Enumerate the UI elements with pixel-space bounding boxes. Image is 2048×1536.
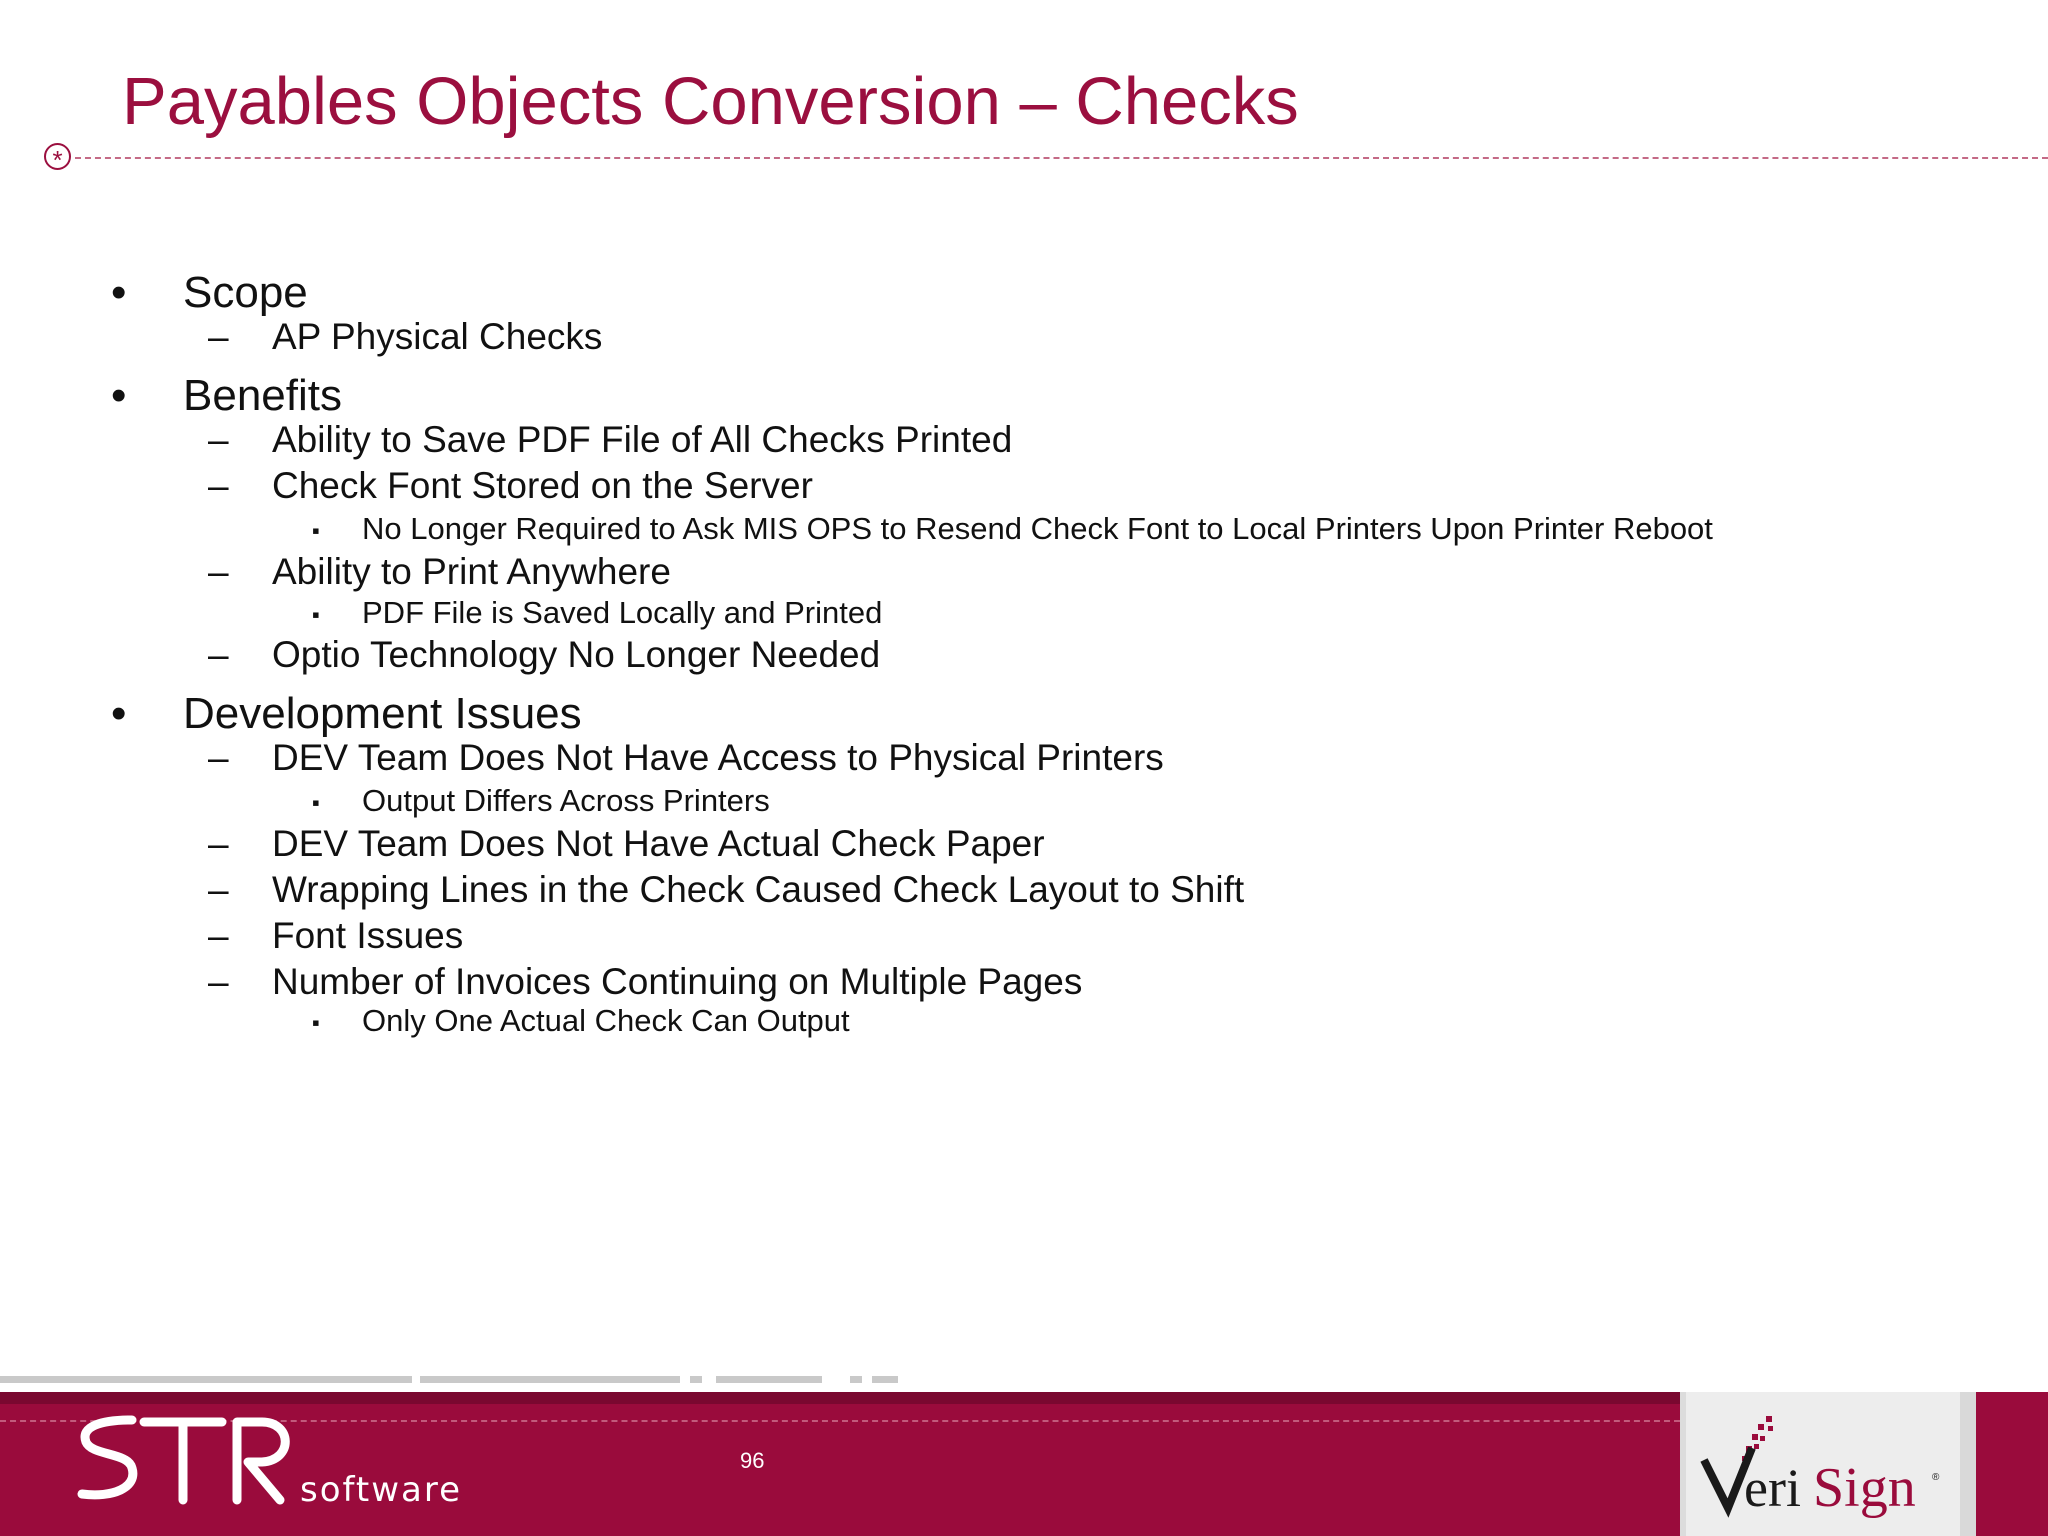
bullet-marker: ▪ (312, 1010, 320, 1035)
bullet-item-level-3 (312, 783, 770, 819)
bullet-text: Optio Technology No Longer Needed (272, 634, 881, 675)
bullet-marker: ▪ (312, 518, 320, 543)
bullet-text: Ability to Print Anywhere (272, 551, 671, 592)
str-logo (72, 1412, 302, 1512)
bullet-text: Wrapping Lines in the Check Caused Check Layout to Shift (272, 869, 1245, 910)
bullet-marker: – (208, 823, 229, 864)
slide-title: Payables Objects Conversion – Checks (122, 64, 1299, 139)
bullet-text: Check Font Stored on the Server (272, 465, 813, 506)
bullet-marker: – (208, 737, 229, 778)
bullet-text: Benefits (183, 371, 342, 420)
bullet-marker: • (111, 268, 127, 317)
bullet-marker: – (208, 419, 229, 460)
bullet-text: DEV Team Does Not Have Access to Physical Printers (272, 737, 1164, 778)
bullet-text: Font Issues (272, 915, 464, 956)
footer-shadow-bar (420, 1376, 680, 1383)
bullet-item-level-2 (208, 633, 881, 677)
bullet-text: DEV Team Does Not Have Actual Check Paper (272, 823, 1045, 864)
bullet-item-level-1 (111, 268, 308, 318)
bullet-item-level-1 (111, 371, 342, 421)
svg-text:®: ® (1932, 1472, 1940, 1483)
bullet-marker: – (208, 915, 229, 956)
bullet-text: No Longer Required to Ask MIS OPS to Resend Check Font to Local Printers Upon Printer Reboot (362, 511, 1713, 546)
bullet-marker: • (111, 689, 127, 738)
bullet-item-level-2 (208, 822, 1045, 866)
page-number: 96 (740, 1448, 765, 1473)
bullet-text: Output Differs Across Printers (362, 783, 770, 818)
bullet-item-level-2 (208, 736, 1164, 780)
bullet-marker: – (208, 465, 229, 506)
footer-shadow-bar (850, 1376, 862, 1383)
bullet-marker: – (208, 316, 229, 357)
footer-right-strip (1960, 1392, 1976, 1536)
str-logo-text: software (300, 1470, 463, 1510)
svg-text:eri: eri (1744, 1458, 1801, 1518)
footer-shadow-bar (690, 1376, 702, 1383)
bullet-item-level-2 (208, 464, 813, 508)
footer-right-strip (1976, 1392, 2048, 1536)
footer-shadow-bar (0, 1376, 412, 1383)
bullet-marker: ▪ (312, 790, 320, 815)
bullet-text: Development Issues (183, 689, 582, 738)
bullet-text: Number of Invoices Continuing on Multiple Pages (272, 961, 1083, 1002)
footer-shadow-bar (872, 1376, 898, 1383)
asterisk-icon: * (44, 143, 71, 170)
verisign-logo (1698, 1408, 1948, 1528)
bullet-item-level-3 (312, 511, 1713, 547)
bullet-marker: ▪ (312, 602, 320, 627)
bullet-text: Only One Actual Check Can Output (362, 1003, 850, 1038)
footer-top-band (0, 1392, 1680, 1404)
bullet-item-level-3 (312, 1003, 850, 1039)
title-divider (75, 157, 2048, 159)
bullet-marker: – (208, 551, 229, 592)
bullet-item-level-2 (208, 418, 1013, 462)
bullet-item-level-2 (208, 868, 1245, 912)
bullet-item-level-3 (312, 595, 883, 631)
bullet-marker: • (111, 371, 127, 420)
bullet-item-level-2 (208, 315, 603, 359)
footer-shadow-bar (716, 1376, 822, 1383)
bullet-text: AP Physical Checks (272, 316, 603, 357)
svg-text:Sign: Sign (1813, 1457, 1916, 1519)
bullet-marker: – (208, 634, 229, 675)
bullet-marker: – (208, 961, 229, 1002)
bullet-marker: – (208, 869, 229, 910)
bullet-item-level-2 (208, 960, 1083, 1004)
bullet-text: Scope (183, 268, 308, 317)
bullet-item-level-2 (208, 914, 464, 958)
bullet-text: Ability to Save PDF File of All Checks Printed (272, 419, 1013, 460)
bullet-item-level-1 (111, 689, 582, 739)
bullet-text: PDF File is Saved Locally and Printed (362, 595, 883, 630)
bullet-item-level-2 (208, 550, 671, 594)
